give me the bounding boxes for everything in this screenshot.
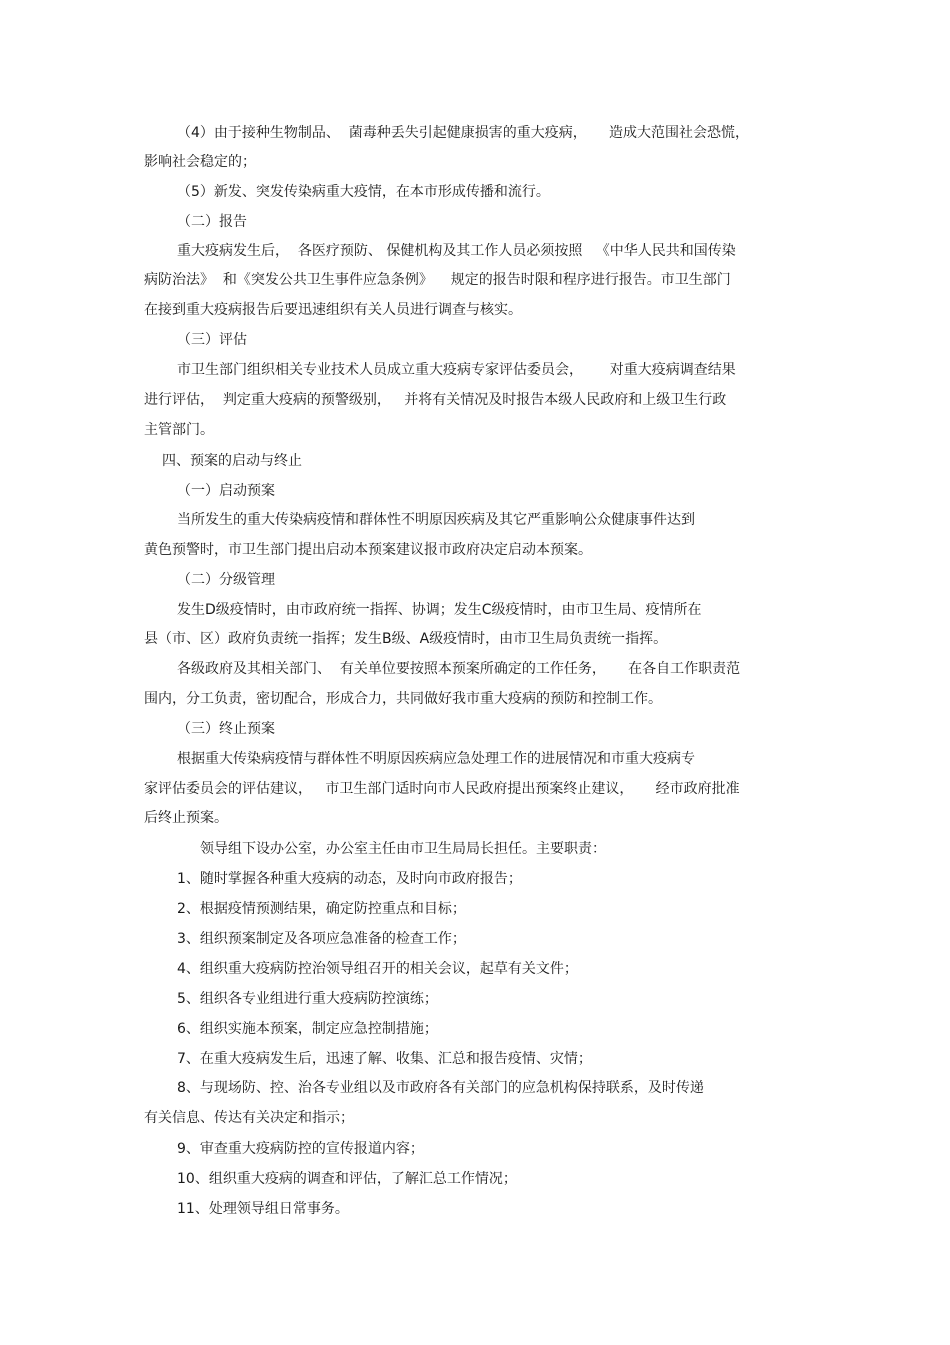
list-item: 7、在重大疫病发生后，迅速了解、收集、汇总和报告疫情、灾情； xyxy=(177,1051,592,1067)
text-line: 发生D级疫情时，由市政府统一指挥、协调；发生C级疫情时，由市卫生局、疫情所在 xyxy=(177,602,702,618)
text-line: 市卫生部门组织相关专业技术人员成立重大疫病专家评估委员会， 对重大疫病调查结果 xyxy=(177,362,736,378)
list-item: 11、处理领导组日常事务。 xyxy=(177,1201,349,1217)
text-line: 当所发生的重大传染病疫情和群体性不明原因疾病及其它严重影响公众健康事件达到 xyxy=(177,512,695,528)
list-item: 3、组织预案制定及各项应急准备的检查工作； xyxy=(177,931,466,947)
text-line: 围内，分工负责，密切配合，形成合力，共同做好我市重大疫病的预防和控制工作。 xyxy=(144,691,662,707)
text-line: 领导组下设办公室，办公室主任由市卫生局局长担任。主要职责： xyxy=(200,841,606,857)
text-line: 重大疫病发生后， 各医疗预防、 保健机构及其工作人员必须按照 《中华人民共和国传染 xyxy=(177,243,736,259)
text-line: 病防治法》 和《突发公共卫生事件应急条例》 规定的报告时限和程序进行报告。市卫生部门 xyxy=(144,272,731,288)
text-line: 在接到重大疫病报告后要迅速组织有关人员进行调查与核实。 xyxy=(144,302,522,318)
list-item: 2、根据疫情预测结果，确定防控重点和目标； xyxy=(177,901,466,917)
text-line: 县（市、区）政府负责统一指挥；发生B级、A级疫情时，由市卫生局负责统一指挥。 xyxy=(144,631,668,647)
section-heading: （一）启动预案 xyxy=(177,483,275,499)
text-line: （5）新发、突发传染病重大疫情，在本市形成传播和流行。 xyxy=(177,184,550,200)
text-line: 各级政府及其相关部门、 有关单位要按照本预案所确定的工作任务， 在各自工作职责范 xyxy=(177,661,741,677)
text-line: 黄色预警时，市卫生部门提出启动本预案建议报市政府决定启动本预案。 xyxy=(144,542,592,558)
list-item: 4、组织重大疫病防控治领导组召开的相关会议，起草有关文件； xyxy=(177,961,578,977)
chapter-heading: 四、预案的启动与终止 xyxy=(162,453,302,469)
text-line: 进行评估， 判定重大疫病的预警级别， 并将有关情况及时报告本级人民政府和上级卫生行政 xyxy=(144,392,727,408)
list-item: 10、组织重大疫病的调查和评估，了解汇总工作情况； xyxy=(177,1171,517,1187)
list-item: 1、随时掌握各种重大疫病的动态，及时向市政府报告； xyxy=(177,871,522,887)
text-line: 家评估委员会的评估建议， 市卫生部门适时向市人民政府提出预案终止建议， 经市政府批准 xyxy=(144,781,740,797)
section-heading: （三）评估 xyxy=(177,332,247,348)
list-item: 9、审查重大疫病防控的宣传报道内容； xyxy=(177,1141,424,1157)
section-heading: （二）分级管理 xyxy=(177,572,275,588)
list-item-continuation: 有关信息、传达有关决定和指示； xyxy=(144,1110,354,1126)
list-item: 6、组织实施本预案，制定应急控制措施； xyxy=(177,1021,438,1037)
section-heading: （三）终止预案 xyxy=(177,721,275,737)
section-heading: （二）报告 xyxy=(177,214,247,230)
text-line: 影响社会稳定的； xyxy=(144,154,256,170)
list-item: 5、组织各专业组进行重大疫病防控演练； xyxy=(177,991,438,1007)
text-line: 后终止预案。 xyxy=(144,810,228,826)
text-line: 根据重大传染病疫情与群体性不明原因疾病应急处理工作的进展情况和市重大疫病专 xyxy=(177,751,695,767)
list-item: 8、与现场防、控、治各专业组以及市政府各有关部门的应急机构保持联系，及时传递 xyxy=(177,1080,704,1096)
text-line: 主管部门。 xyxy=(144,422,214,438)
text-line: （4）由于接种生物制品、 菌毒种丢失引起健康损害的重大疫病， 造成大范围社会恐慌， xyxy=(177,125,750,141)
